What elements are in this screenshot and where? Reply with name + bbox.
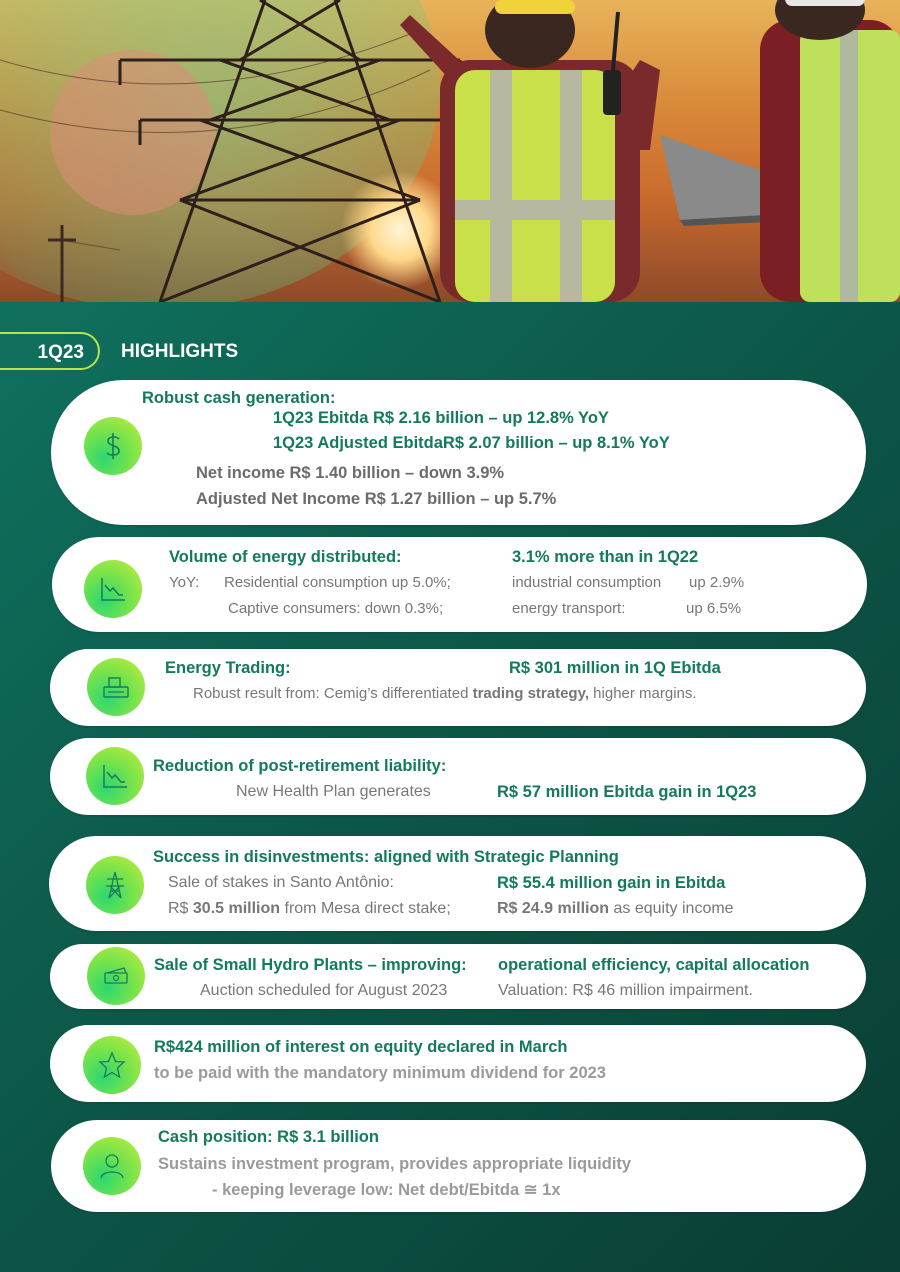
utility-pole [48,225,76,302]
retirement-value: R$ 57 million Ebitda gain in 1Q23 [497,783,757,801]
card-small-hydro [50,944,866,1009]
residential-consumption: Residential consumption up 5.0%; [224,574,451,591]
mesa-prefix: R$ [168,900,189,917]
adjusted-ebitda-line: 1Q23 Adjusted EbitdaR$ 2.07 billion – up 8.1% YoY [273,434,670,452]
declining-chart-icon [86,747,144,805]
captive-consumers: Captive consumers: down 0.3%; [228,600,444,617]
mesa-amount: 30.5 million [192,900,281,917]
transport-value: up 6.5% [686,600,742,617]
net-income-line: Net income R$ 1.40 billion – down 3.9% [196,464,505,482]
card-title: R$424 million of interest on equity declared in March [154,1038,568,1056]
investment-program-line: Sustains investment program, provides appropriate liquidity [158,1155,632,1173]
card-title: Volume of energy distributed: [169,548,402,566]
card-cash-generation [51,380,866,525]
card-energy-trading [50,649,866,726]
trading-desc-end: higher margins. [593,685,697,702]
dollar-icon [84,417,142,475]
retirement-description: New Health Plan generates [236,783,431,800]
money-stack-icon [87,947,145,1005]
equity-income-suffix: as equity income [613,900,734,917]
hero-illustration [0,0,900,302]
section-header [0,332,400,372]
card-cash-position [51,1120,866,1212]
trading-description [193,684,697,704]
card-energy-distributed [52,537,867,632]
card-disinvestments [49,836,866,931]
card-title: Reduction of post-retirement liability: [153,757,447,775]
cash-register-icon [87,658,145,716]
star-icon [83,1036,141,1094]
trading-desc-bold: trading strategy, [472,685,589,702]
transmission-tower-icon [86,856,144,914]
card-interest-equity [50,1025,866,1102]
industrial-value: up 2.9% [689,574,745,591]
ebitda-line: 1Q23 Ebitda R$ 2.16 billion – up 12.8% YoY [273,409,609,427]
santo-antonio-gain: R$ 55.4 million gain in Ebitda [497,874,726,892]
laptop [660,135,768,226]
section-title: HIGHLIGHTS [121,341,239,362]
card-title: Cash position: R$ 3.1 billion [158,1128,379,1146]
worker-left [400,0,660,302]
declining-chart-icon [84,560,142,618]
card-title: Energy Trading: [165,659,291,677]
mesa-stake-line [168,899,451,919]
energy-summary: 3.1% more than in 1Q22 [512,548,699,566]
adjusted-net-income-line: Adjusted Net Income R$ 1.27 billion – up 5.7% [196,490,557,508]
yoy-label: YoY: [169,574,200,591]
industrial-consumption: industrial consumption [512,574,662,591]
trading-value: R$ 301 million in 1Q Ebitda [509,659,721,677]
trading-desc-start: Robust result from: Cemig’s differentiated [193,685,469,702]
card-title: Success in disinvestments: aligned with Strategic Planning [153,848,619,866]
person-icon [83,1137,141,1195]
mesa-suffix: from Mesa direct stake; [284,900,451,917]
card-title: Robust cash generation: [142,389,336,407]
transmission-tower [120,0,460,302]
worker-right [760,0,900,302]
interest-description: to be paid with the mandatory minimum dividend for 2023 [154,1064,606,1082]
hydro-title-right: operational efficiency, capital allocation [498,956,810,974]
hero-photo [0,0,900,302]
auction-schedule: Auction scheduled for August 2023 [200,982,448,999]
santo-antonio-sale: Sale of stakes in Santo Antônio: [168,874,394,891]
energy-transport: energy transport: [512,600,626,617]
equity-income-amount: R$ 24.9 million [497,900,610,917]
leverage-line: - keeping leverage low: Net debt/Ebitda ≅ 1x [212,1181,561,1199]
card-title: Sale of Small Hydro Plants – improving: [154,956,467,974]
equity-income-line [497,899,734,919]
quarter-badge: 1Q23 [0,332,100,370]
valuation-impairment: Valuation: R$ 46 million impairment. [498,982,753,999]
card-post-retirement [50,738,866,815]
